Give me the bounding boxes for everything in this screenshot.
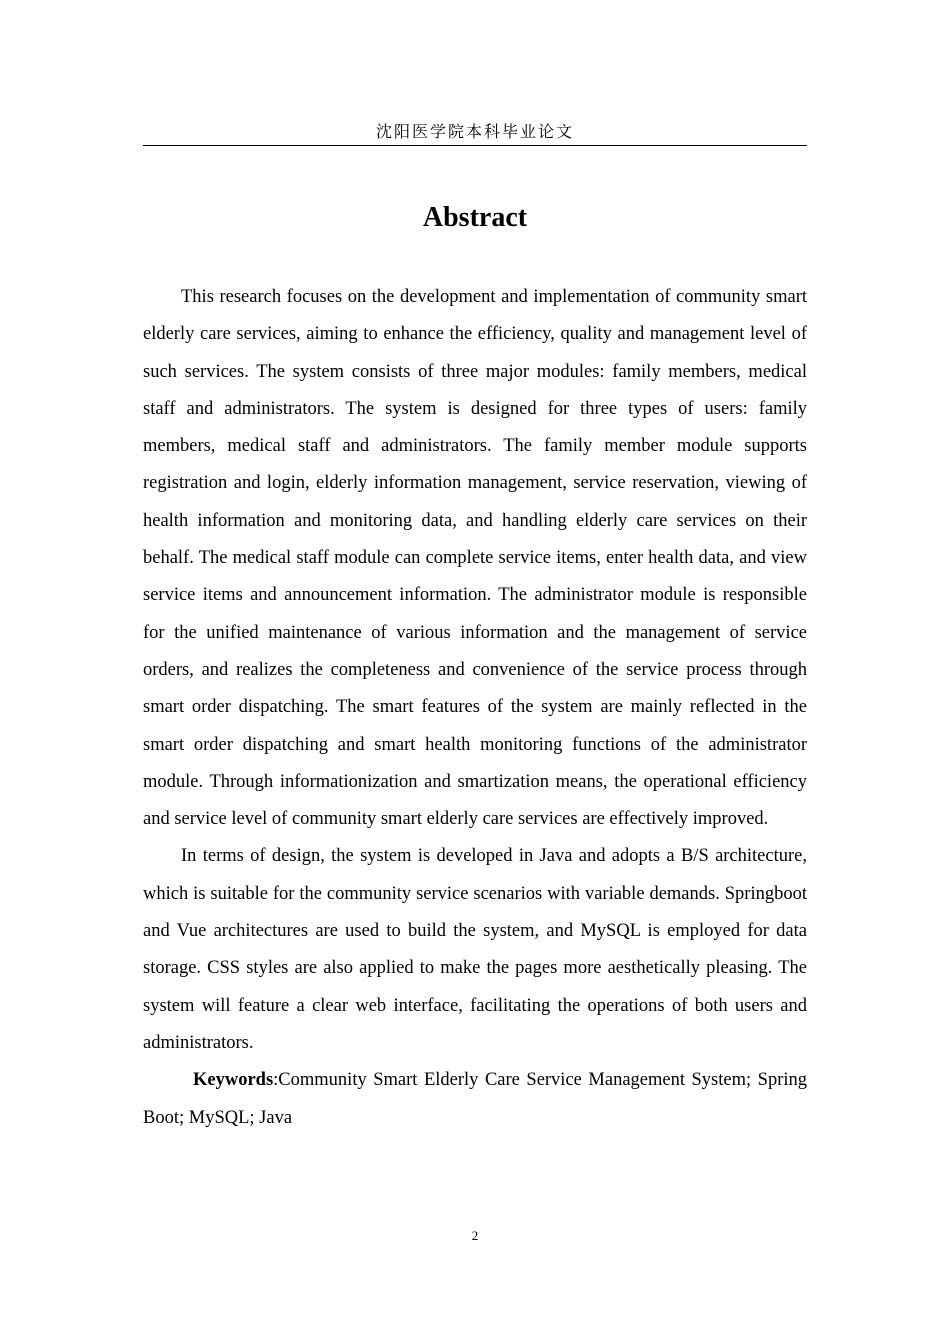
abstract-title: Abstract: [422, 202, 528, 233]
keywords-text: :Community Smart Elderly Care Service Management System; Spring Boot; MySQL; Java: [143, 1070, 807, 1128]
keywords-label: Keywords: [193, 1070, 274, 1091]
keywords-line: [143, 1062, 807, 1137]
running-header: 沈阳医学院本科毕业论文: [375, 122, 574, 141]
abstract-body: [143, 279, 807, 1137]
abstract-paragraph-2: In terms of design, the system is developed in Java and adopts a B/S architecture, which is suitable for the community service scenarios with variable demands. Springboot and Vue architectures are used to build the system, and MySQL is employed for data storage. CSS styles are also applied to make the pages more aesthetically pleasing. The system will feature a clear web interface, facilitating the operations of both users and administrators.: [143, 846, 807, 1053]
abstract-paragraph-1: This research focuses on the development and implementation of community smart elderly care services, aiming to enhance the efficiency, quality and management level of such services. The system consists of three major modules: family members, medical staff and administrators. The system is designed for three types of users: family members, medical staff and administrators. The family member module supports registration and login, elderly information management, service reservation, viewing of health information and monitoring data, and handling elderly care services on their behalf. The medical staff module can complete service items, enter health data, and view service items and announcement information. The administrator module is responsible for the unified maintenance of various information and the management of service orders, and realizes the completeness and convenience of the service process through smart order dispatching. The smart features of the system are mainly reflected in the smart order dispatching and smart health monitoring functions of the administrator module. Through informationization and smartization means, the operational efficiency and service level of community smart elderly care services are effectively improved.: [143, 287, 807, 830]
header-rule: [143, 145, 807, 146]
page-number: 2: [471, 1228, 479, 1243]
